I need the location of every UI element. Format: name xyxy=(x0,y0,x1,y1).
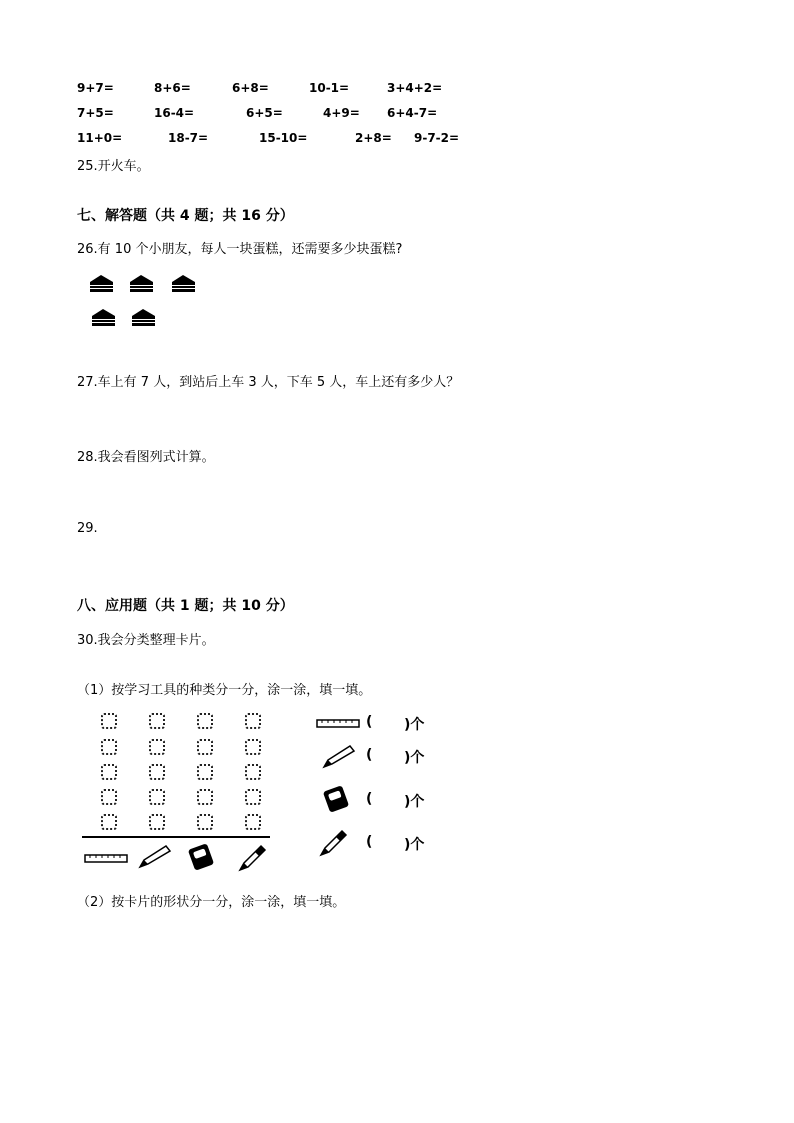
equation: 6+5= xyxy=(246,106,283,120)
equation: 7+5= xyxy=(77,106,114,120)
cake-icon xyxy=(88,306,118,328)
part-1-instruction: （1）按学习工具的种类分一分，涂一涂，填一填。 xyxy=(77,683,372,698)
ruler-icon xyxy=(84,854,128,864)
chart-baseline xyxy=(82,836,270,838)
tally-box[interactable] xyxy=(197,739,213,755)
section-8-heading: 八、应用题（共 1 题；共 10 分） xyxy=(77,598,294,614)
question-25: 25.开火车。 xyxy=(77,159,150,174)
question-28: 28.我会看图列式计算。 xyxy=(77,450,215,465)
tally-box[interactable] xyxy=(101,789,117,805)
answer-blank[interactable] xyxy=(378,747,402,765)
sharpener-icon xyxy=(187,842,215,872)
tally-box[interactable] xyxy=(101,739,117,755)
answer-open-paren: ( xyxy=(366,791,373,807)
pencil-icon xyxy=(138,843,172,869)
tally-box[interactable] xyxy=(245,739,261,755)
tally-box[interactable] xyxy=(101,814,117,830)
answer-blank[interactable] xyxy=(378,834,402,852)
pen-icon xyxy=(237,842,267,872)
question-26: 26.有 10 个小朋友，每人一块蛋糕，还需要多少块蛋糕? xyxy=(77,242,403,257)
cake-icon xyxy=(128,306,158,328)
pencil-icon xyxy=(322,743,356,769)
tally-box[interactable] xyxy=(101,713,117,729)
answer-blank[interactable] xyxy=(378,714,402,732)
answer-close-paren: )个 xyxy=(404,750,425,766)
answer-open-paren: ( xyxy=(366,834,373,850)
tally-box[interactable] xyxy=(245,764,261,780)
answer-close-paren: )个 xyxy=(404,717,425,733)
question-30: 30.我会分类整理卡片。 xyxy=(77,633,215,648)
answer-close-paren: )个 xyxy=(404,794,425,810)
equation: 18-7= xyxy=(168,131,209,145)
equation: 6+4-7= xyxy=(387,106,438,120)
equation: 4+9= xyxy=(323,106,360,120)
tally-box[interactable] xyxy=(197,789,213,805)
question-27: 27.车上有 7 人，到站后上车 3 人，下车 5 人，车上还有多少人？ xyxy=(77,375,460,390)
cake-icon xyxy=(126,272,156,294)
equation: 6+8= xyxy=(232,81,269,95)
section-7-heading: 七、解答题（共 4 题；共 16 分） xyxy=(77,208,294,224)
cake-icon xyxy=(86,272,116,294)
question-29: 29. xyxy=(77,521,98,536)
tally-box[interactable] xyxy=(149,789,165,805)
answer-open-paren: ( xyxy=(366,747,373,763)
tally-box[interactable] xyxy=(149,814,165,830)
equation: 15-10= xyxy=(259,131,308,145)
answer-open-paren: ( xyxy=(366,714,373,730)
answer-blank[interactable] xyxy=(378,791,402,809)
tally-box[interactable] xyxy=(101,764,117,780)
cake-icon xyxy=(168,272,198,294)
tally-box[interactable] xyxy=(245,814,261,830)
equation: 11+0= xyxy=(77,131,123,145)
tally-box[interactable] xyxy=(197,713,213,729)
equation: 10-1= xyxy=(309,81,350,95)
sharpener-icon xyxy=(322,784,350,814)
equation: 8+6= xyxy=(154,81,191,95)
answer-close-paren: )个 xyxy=(404,837,425,853)
tally-box[interactable] xyxy=(197,764,213,780)
equation: 16-4= xyxy=(154,106,195,120)
equation: 2+8= xyxy=(355,131,392,145)
tally-box[interactable] xyxy=(245,789,261,805)
tally-box[interactable] xyxy=(197,814,213,830)
tally-box[interactable] xyxy=(149,713,165,729)
equation: 3+4+2= xyxy=(387,81,443,95)
equation: 9+7= xyxy=(77,81,114,95)
tally-box[interactable] xyxy=(245,713,261,729)
pen-icon xyxy=(318,827,348,857)
tally-box[interactable] xyxy=(149,739,165,755)
tally-box[interactable] xyxy=(149,764,165,780)
equation: 9-7-2= xyxy=(414,131,460,145)
ruler-icon xyxy=(316,719,360,729)
part-2-instruction: （2）按卡片的形状分一分，涂一涂，填一填。 xyxy=(77,895,346,910)
